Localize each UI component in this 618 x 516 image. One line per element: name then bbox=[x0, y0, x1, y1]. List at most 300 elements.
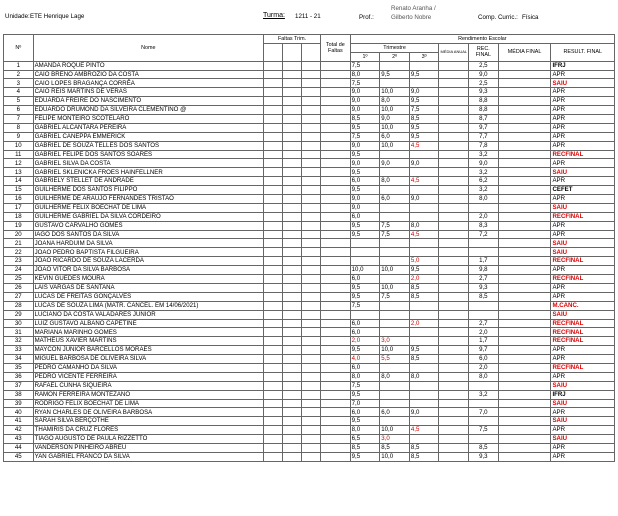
faltas-t2 bbox=[283, 70, 302, 79]
student-name: GABRIEL ALCANTARA PEREIRA bbox=[33, 123, 263, 132]
faltas-t2 bbox=[283, 212, 302, 221]
total-faltas bbox=[321, 399, 351, 408]
grade-t2: 10,0 bbox=[380, 141, 410, 150]
rec-final: 6,0 bbox=[469, 355, 499, 364]
rec-final: 7,7 bbox=[469, 132, 499, 141]
media-final bbox=[498, 381, 551, 390]
faltas-t3 bbox=[302, 123, 321, 132]
faltas-t1 bbox=[264, 159, 283, 168]
rec-final: 1,7 bbox=[469, 257, 499, 266]
total-faltas bbox=[321, 230, 351, 239]
rec-final: 9,0 bbox=[469, 159, 499, 168]
result-final: SAIU bbox=[551, 310, 615, 319]
faltas-t3 bbox=[302, 319, 321, 328]
grade-t1: 9,0 bbox=[350, 97, 380, 106]
faltas-t2 bbox=[283, 310, 302, 319]
faltas-t3 bbox=[302, 266, 321, 275]
grade-t1: 9,5 bbox=[350, 123, 380, 132]
col-nome: Nome bbox=[33, 35, 263, 62]
student-name: GABRIEL FELIPE DOS SANTOS SOARES bbox=[33, 150, 263, 159]
grade-t1 bbox=[350, 310, 380, 319]
faltas-t1 bbox=[264, 381, 283, 390]
result-final: APR bbox=[551, 355, 615, 364]
grade-t1: 8,0 bbox=[350, 426, 380, 435]
col-rendimento: Rendimento Escolar bbox=[350, 35, 614, 44]
result-final: APR bbox=[551, 372, 615, 381]
media-final bbox=[498, 239, 551, 248]
student-number: 39 bbox=[4, 399, 34, 408]
grade-t3: 9,5 bbox=[409, 97, 439, 106]
student-name: MARIANA MARINHO GOMES bbox=[33, 328, 263, 337]
media-anual bbox=[439, 177, 469, 186]
grade-t1: 6,0 bbox=[350, 319, 380, 328]
faltas-t1 bbox=[264, 203, 283, 212]
media-final bbox=[498, 257, 551, 266]
grade-t3: 8,0 bbox=[409, 372, 439, 381]
student-number: 37 bbox=[4, 381, 34, 390]
faltas-t3 bbox=[302, 115, 321, 124]
media-final bbox=[498, 292, 551, 301]
student-name: EDUARDA FREIRE DO NASCIMENTO bbox=[33, 97, 263, 106]
media-anual bbox=[439, 399, 469, 408]
faltas-t1 bbox=[264, 435, 283, 444]
rec-final: 2,0 bbox=[469, 212, 499, 221]
col-media-final: MÉDIA FINAL bbox=[498, 43, 551, 61]
media-anual bbox=[439, 283, 469, 292]
student-number: 41 bbox=[4, 417, 34, 426]
student-number: 30 bbox=[4, 319, 34, 328]
media-anual bbox=[439, 443, 469, 452]
table-row bbox=[4, 399, 615, 408]
table-row bbox=[4, 239, 615, 248]
faltas-t1 bbox=[264, 106, 283, 115]
table-row bbox=[4, 88, 615, 97]
grade-t1: 7,5 bbox=[350, 61, 380, 70]
grade-t2: 8,0 bbox=[380, 372, 410, 381]
grade-t2 bbox=[380, 203, 410, 212]
media-final bbox=[498, 132, 551, 141]
rec-final: 8,8 bbox=[469, 97, 499, 106]
student-number: 27 bbox=[4, 292, 34, 301]
total-faltas bbox=[321, 257, 351, 266]
rec-final: 3,2 bbox=[469, 168, 499, 177]
media-anual bbox=[439, 123, 469, 132]
media-anual bbox=[439, 372, 469, 381]
faltas-t3 bbox=[302, 159, 321, 168]
grade-t3: 4,5 bbox=[409, 230, 439, 239]
faltas-t1 bbox=[264, 346, 283, 355]
grade-t1: 2,0 bbox=[350, 337, 380, 346]
faltas-t2 bbox=[283, 230, 302, 239]
student-number: 16 bbox=[4, 195, 34, 204]
faltas-t1 bbox=[264, 417, 283, 426]
faltas-t2 bbox=[283, 328, 302, 337]
table-row bbox=[4, 159, 615, 168]
col-faltas-trim: Faltas Trim. bbox=[264, 35, 321, 44]
media-anual bbox=[439, 310, 469, 319]
faltas-t2 bbox=[283, 168, 302, 177]
student-name: YAN GABRIEL FRANCO DA SILVA bbox=[33, 452, 263, 461]
table-row bbox=[4, 186, 615, 195]
faltas-t1 bbox=[264, 115, 283, 124]
grade-t3: 9,5 bbox=[409, 266, 439, 275]
student-name: GUILHERME FELIX BOECHAT DE LIMA bbox=[33, 203, 263, 212]
result-final: SAIU bbox=[551, 239, 615, 248]
faltas-t3 bbox=[302, 372, 321, 381]
rec-final: 2,5 bbox=[469, 79, 499, 88]
media-anual bbox=[439, 355, 469, 364]
table-row bbox=[4, 70, 615, 79]
faltas-t1 bbox=[264, 97, 283, 106]
grade-t1: 7,5 bbox=[350, 301, 380, 310]
media-anual bbox=[439, 257, 469, 266]
media-final bbox=[498, 168, 551, 177]
grade-t1: 8,5 bbox=[350, 443, 380, 452]
student-number: 6 bbox=[4, 106, 34, 115]
student-number: 23 bbox=[4, 257, 34, 266]
total-faltas bbox=[321, 159, 351, 168]
comp-value: Física bbox=[522, 14, 539, 21]
grade-t2 bbox=[380, 301, 410, 310]
grade-t2: 8,0 bbox=[380, 97, 410, 106]
table-row bbox=[4, 337, 615, 346]
student-name: LUCAS DE SOUZA LIMA (MATR. CANCEL. EM 14/06/2021) bbox=[33, 301, 263, 310]
media-final bbox=[498, 417, 551, 426]
faltas-t3 bbox=[302, 452, 321, 461]
table-row bbox=[4, 390, 615, 399]
student-number: 29 bbox=[4, 310, 34, 319]
faltas-t1 bbox=[264, 248, 283, 257]
faltas-t1 bbox=[264, 283, 283, 292]
rec-final: 7,2 bbox=[469, 230, 499, 239]
grade-t2 bbox=[380, 61, 410, 70]
grade-t2 bbox=[380, 310, 410, 319]
media-final bbox=[498, 408, 551, 417]
result-final: APR bbox=[551, 266, 615, 275]
table-row bbox=[4, 168, 615, 177]
faltas-t3 bbox=[302, 230, 321, 239]
student-number: 20 bbox=[4, 230, 34, 239]
student-name: LAIS VARGAS DE SANTANA bbox=[33, 283, 263, 292]
grade-t2: 3,0 bbox=[380, 337, 410, 346]
result-final: APR bbox=[551, 292, 615, 301]
faltas-t1 bbox=[264, 443, 283, 452]
table-row bbox=[4, 266, 615, 275]
table-row bbox=[4, 257, 615, 266]
student-number: 13 bbox=[4, 168, 34, 177]
faltas-t3 bbox=[302, 195, 321, 204]
table-row bbox=[4, 132, 615, 141]
media-final bbox=[498, 203, 551, 212]
rec-final: 3,2 bbox=[469, 186, 499, 195]
grade-t3 bbox=[409, 337, 439, 346]
media-anual bbox=[439, 337, 469, 346]
faltas-t2 bbox=[283, 381, 302, 390]
total-faltas bbox=[321, 390, 351, 399]
rec-final: 8,5 bbox=[469, 443, 499, 452]
table-row bbox=[4, 275, 615, 284]
grade-t1: 9,5 bbox=[350, 346, 380, 355]
grade-t3 bbox=[409, 150, 439, 159]
media-final bbox=[498, 328, 551, 337]
table-row bbox=[4, 372, 615, 381]
grade-t2: 6,0 bbox=[380, 408, 410, 417]
faltas-t2 bbox=[283, 239, 302, 248]
student-number: 36 bbox=[4, 372, 34, 381]
grade-t3 bbox=[409, 168, 439, 177]
faltas-t2 bbox=[283, 88, 302, 97]
faltas-t3 bbox=[302, 346, 321, 355]
media-final bbox=[498, 195, 551, 204]
table-row bbox=[4, 79, 615, 88]
result-final: APR bbox=[551, 426, 615, 435]
media-final bbox=[498, 61, 551, 70]
faltas-t3 bbox=[302, 381, 321, 390]
faltas-t3 bbox=[302, 97, 321, 106]
faltas-t2 bbox=[283, 195, 302, 204]
media-anual bbox=[439, 70, 469, 79]
grade-t3 bbox=[409, 239, 439, 248]
grade-t1: 6,0 bbox=[350, 212, 380, 221]
faltas-t2 bbox=[283, 115, 302, 124]
total-faltas bbox=[321, 186, 351, 195]
rec-final: 3,2 bbox=[469, 390, 499, 399]
student-name: RAFAEL CUNHA SIQUEIRA bbox=[33, 381, 263, 390]
student-number: 1 bbox=[4, 61, 34, 70]
student-number: 12 bbox=[4, 159, 34, 168]
student-name: GUSTAVO CARVALHO GOMES bbox=[33, 221, 263, 230]
total-faltas bbox=[321, 310, 351, 319]
grade-t2 bbox=[380, 257, 410, 266]
student-name: SARAH SILVA BERÇOTHE bbox=[33, 417, 263, 426]
result-final: CEFET bbox=[551, 186, 615, 195]
grade-t2: 10,0 bbox=[380, 88, 410, 97]
grade-t2: 7,5 bbox=[380, 221, 410, 230]
grade-t3 bbox=[409, 301, 439, 310]
faltas-t3 bbox=[302, 328, 321, 337]
rec-final bbox=[469, 399, 499, 408]
grade-t1: 10,0 bbox=[350, 266, 380, 275]
grade-t2: 9,0 bbox=[380, 115, 410, 124]
student-name: CAIO BRENO AMBROZIO DA COSTA bbox=[33, 70, 263, 79]
media-anual bbox=[439, 115, 469, 124]
grade-t3: 4,5 bbox=[409, 426, 439, 435]
table-row bbox=[4, 355, 615, 364]
grade-t2: 7,5 bbox=[380, 230, 410, 239]
faltas-t1 bbox=[264, 399, 283, 408]
media-final bbox=[498, 88, 551, 97]
rec-final bbox=[469, 381, 499, 390]
table-row bbox=[4, 97, 615, 106]
result-final: IFRJ bbox=[551, 390, 615, 399]
faltas-t1 bbox=[264, 221, 283, 230]
grade-t1: 6,0 bbox=[350, 328, 380, 337]
media-final bbox=[498, 248, 551, 257]
student-number: 11 bbox=[4, 150, 34, 159]
media-anual bbox=[439, 435, 469, 444]
faltas-t3 bbox=[302, 79, 321, 88]
col-trimestre: Trimestre bbox=[350, 43, 439, 52]
faltas-t1 bbox=[264, 266, 283, 275]
grade-t3: 8,5 bbox=[409, 115, 439, 124]
grade-t2 bbox=[380, 248, 410, 257]
grade-t1: 9,5 bbox=[350, 168, 380, 177]
table-row bbox=[4, 195, 615, 204]
student-number: 4 bbox=[4, 88, 34, 97]
faltas-t1 bbox=[264, 141, 283, 150]
grade-t1: 6,0 bbox=[350, 177, 380, 186]
grade-t1: 9,0 bbox=[350, 159, 380, 168]
grade-t2 bbox=[380, 328, 410, 337]
faltas-t1 bbox=[264, 212, 283, 221]
faltas-t1 bbox=[264, 363, 283, 372]
media-final bbox=[498, 115, 551, 124]
faltas-t1 bbox=[264, 239, 283, 248]
table-row bbox=[4, 177, 615, 186]
faltas-t3 bbox=[302, 203, 321, 212]
grade-t1 bbox=[350, 248, 380, 257]
grade-t1: 8,5 bbox=[350, 115, 380, 124]
faltas-t3 bbox=[302, 292, 321, 301]
grade-t2: 3,0 bbox=[380, 435, 410, 444]
total-faltas bbox=[321, 355, 351, 364]
rec-final: 8,3 bbox=[469, 221, 499, 230]
prof-line1: Renato Aranha / bbox=[391, 5, 436, 12]
grade-t1: 7,5 bbox=[350, 381, 380, 390]
col-media-anual: MÉDIA ANUAL bbox=[439, 43, 469, 61]
grade-t3: 9,5 bbox=[409, 346, 439, 355]
media-anual bbox=[439, 390, 469, 399]
grade-t3 bbox=[409, 381, 439, 390]
result-final: SAIU bbox=[551, 203, 615, 212]
student-name: RAMON FERREIRA MONTEZANO bbox=[33, 390, 263, 399]
student-name: JOAO RICARDO DE SOUZA LACERDA bbox=[33, 257, 263, 266]
faltas-t1 bbox=[264, 230, 283, 239]
rec-final: 2,7 bbox=[469, 319, 499, 328]
media-final bbox=[498, 443, 551, 452]
media-anual bbox=[439, 275, 469, 284]
student-name: RODRIGO FELIX BOECHAT DE LIMA bbox=[33, 399, 263, 408]
faltas-t3 bbox=[302, 435, 321, 444]
table-row bbox=[4, 115, 615, 124]
grade-t3: 9,0 bbox=[409, 195, 439, 204]
total-faltas bbox=[321, 70, 351, 79]
grade-t3: 9,5 bbox=[409, 70, 439, 79]
media-final bbox=[498, 266, 551, 275]
faltas-t1 bbox=[264, 452, 283, 461]
table-row bbox=[4, 150, 615, 159]
rec-final bbox=[469, 301, 499, 310]
rec-final bbox=[469, 435, 499, 444]
total-faltas bbox=[321, 328, 351, 337]
rec-final bbox=[469, 417, 499, 426]
total-faltas bbox=[321, 266, 351, 275]
media-final bbox=[498, 319, 551, 328]
faltas-t3 bbox=[302, 417, 321, 426]
total-faltas bbox=[321, 301, 351, 310]
rec-final: 9,0 bbox=[469, 70, 499, 79]
col-rec-final: REC. FINAL bbox=[469, 43, 499, 61]
student-number: 7 bbox=[4, 115, 34, 124]
student-number: 25 bbox=[4, 275, 34, 284]
result-final: RECFINAL bbox=[551, 319, 615, 328]
faltas-t1 bbox=[264, 177, 283, 186]
grade-t2 bbox=[380, 239, 410, 248]
media-final bbox=[498, 123, 551, 132]
student-number: 22 bbox=[4, 248, 34, 257]
total-faltas bbox=[321, 132, 351, 141]
faltas-t3 bbox=[302, 248, 321, 257]
student-number: 44 bbox=[4, 443, 34, 452]
grade-t3 bbox=[409, 417, 439, 426]
faltas-t2 bbox=[283, 257, 302, 266]
result-final: RECFINAL bbox=[551, 150, 615, 159]
faltas-t3 bbox=[302, 106, 321, 115]
grade-t2: 10,0 bbox=[380, 283, 410, 292]
student-name: GUILHERME DE ARAUJO FERNANDES TRISTAO bbox=[33, 195, 263, 204]
media-final bbox=[498, 301, 551, 310]
grade-t3 bbox=[409, 248, 439, 257]
result-final: SAIU bbox=[551, 435, 615, 444]
rec-final: 2,5 bbox=[469, 61, 499, 70]
media-anual bbox=[439, 141, 469, 150]
total-faltas bbox=[321, 319, 351, 328]
faltas-t1 bbox=[264, 328, 283, 337]
total-faltas bbox=[321, 372, 351, 381]
grade-t2: 9,0 bbox=[380, 159, 410, 168]
grade-t1: 7,0 bbox=[350, 399, 380, 408]
table-row bbox=[4, 408, 615, 417]
grade-t2 bbox=[380, 319, 410, 328]
total-faltas bbox=[321, 203, 351, 212]
student-name: FELIPE MONTEIRO SCOTELARO bbox=[33, 115, 263, 124]
result-final: RECFINAL bbox=[551, 275, 615, 284]
table-row bbox=[4, 310, 615, 319]
rec-final: 8,8 bbox=[469, 106, 499, 115]
col-result-final: RESULT. FINAL bbox=[551, 43, 615, 61]
col-num: Nº bbox=[4, 35, 34, 62]
student-number: 42 bbox=[4, 426, 34, 435]
rec-final bbox=[469, 203, 499, 212]
result-final: APR bbox=[551, 97, 615, 106]
media-anual bbox=[439, 159, 469, 168]
student-number: 3 bbox=[4, 79, 34, 88]
student-name: LUIZ GUSTAVO ALBANO CAPETINE bbox=[33, 319, 263, 328]
grade-t1: 4,0 bbox=[350, 355, 380, 364]
total-faltas bbox=[321, 106, 351, 115]
result-final: SAIU bbox=[551, 248, 615, 257]
unidade-label: Unidade: bbox=[5, 13, 30, 20]
result-final: APR bbox=[551, 230, 615, 239]
grade-t3: 4,5 bbox=[409, 177, 439, 186]
student-name: JOANA HARDUIM DA SILVA bbox=[33, 239, 263, 248]
faltas-t1 bbox=[264, 372, 283, 381]
faltas-t3 bbox=[302, 355, 321, 364]
result-final: APR bbox=[551, 443, 615, 452]
grade-t2 bbox=[380, 417, 410, 426]
media-anual bbox=[439, 452, 469, 461]
grade-t1: 9,0 bbox=[350, 88, 380, 97]
grade-t3: 8,5 bbox=[409, 292, 439, 301]
total-faltas bbox=[321, 177, 351, 186]
grade-t1: 8,0 bbox=[350, 372, 380, 381]
rec-final: 7,8 bbox=[469, 141, 499, 150]
result-final: APR bbox=[551, 106, 615, 115]
grade-t3: 7,5 bbox=[409, 106, 439, 115]
media-anual bbox=[439, 132, 469, 141]
table-row bbox=[4, 203, 615, 212]
comp-label: Comp. Curric.: bbox=[478, 14, 518, 21]
